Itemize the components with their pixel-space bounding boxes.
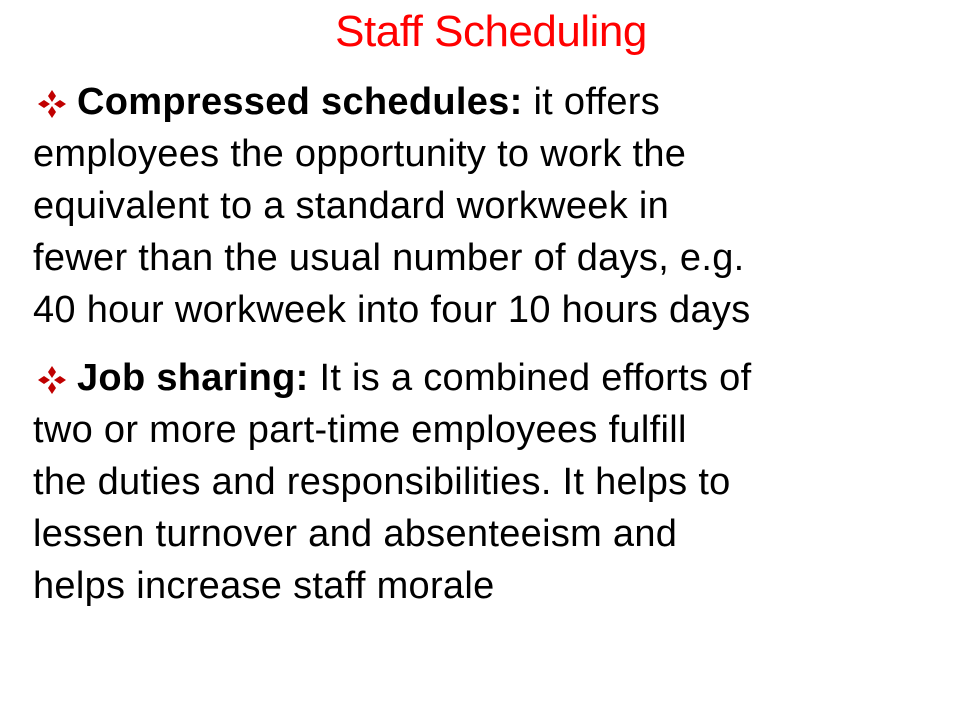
bullet-text: 40 hour workweek into four 10 hours days xyxy=(33,289,751,331)
bullet-compressed-schedules xyxy=(33,76,948,336)
bullet-list xyxy=(33,76,948,612)
bullet-term: Compressed schedules: xyxy=(77,81,523,123)
bullet-text: It is a combined efforts of xyxy=(319,357,752,399)
bullet-text: it offers xyxy=(533,81,661,123)
bullet-text: lessen turnover and absenteeism and xyxy=(33,513,678,555)
bullet-first-line xyxy=(33,76,948,128)
bullet-text: employees the opportunity to work the xyxy=(33,133,687,175)
bullet-text: the duties and responsibilities. It helps to xyxy=(33,461,731,503)
bullet-text: equivalent to a standard workweek in xyxy=(33,185,670,227)
bullet-first-line xyxy=(33,352,948,404)
bullet-term: Job sharing: xyxy=(77,357,309,399)
diamond-bullet-icon xyxy=(37,89,67,119)
slide-title: Staff Scheduling xyxy=(335,7,647,56)
bullet-text: helps increase staff morale xyxy=(33,565,495,607)
bullet-text: two or more part-time employees fulfill xyxy=(33,409,687,451)
diamond-bullet-icon xyxy=(37,365,67,395)
bullet-text: fewer than the usual number of days, e.g. xyxy=(33,237,745,279)
bullet-job-sharing xyxy=(33,352,948,612)
